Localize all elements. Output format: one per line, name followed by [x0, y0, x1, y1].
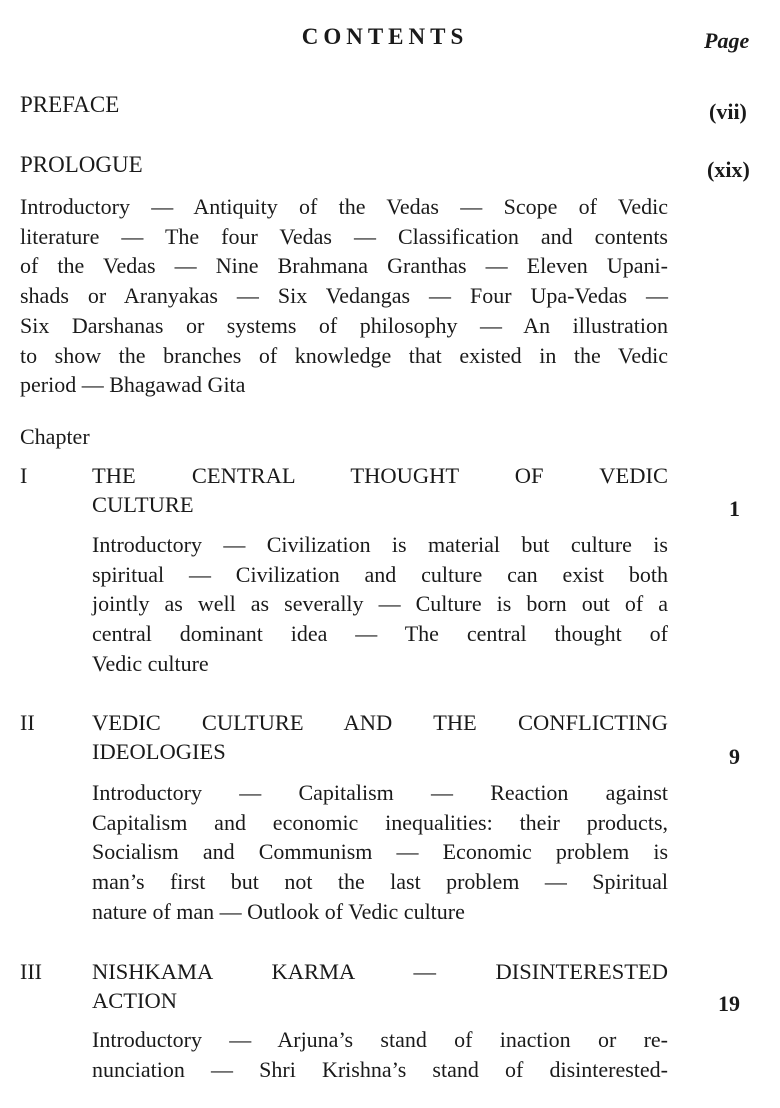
summary-line: central dominant idea — The central thought of: [92, 621, 668, 647]
summary-line: Introductory — Capitalism — Reaction against: [92, 780, 668, 805]
chapter-title-line: IDEOLOGIES: [92, 739, 226, 764]
chapter-title-line: VEDIC CULTURE AND THE CONFLICTING: [92, 710, 668, 735]
summary-line: spiritual — Civilization and culture can exist both: [92, 561, 668, 587]
chapter-page: 19: [718, 991, 740, 1016]
chapter-title-line: NISHKAMA KARMA — DISINTERESTED: [92, 959, 668, 984]
chapter-summary: [92, 530, 668, 679]
contents-title: CONTENTS: [301, 24, 469, 49]
chapter-page: 9: [729, 744, 740, 769]
summary-line: nunciation — Shri Krishna’s stand of disinterested-: [92, 1056, 668, 1082]
summary-line: Introductory — Antiquity of the Vedas — Scope of Vedic: [20, 194, 668, 219]
summary-line: Six Darshanas or systems of philosophy — An illustration: [20, 312, 668, 338]
summary-line: man’s first but not the last problem — Spiritual: [92, 869, 668, 895]
summary-line: of the Vedas — Nine Brahmana Granthas — Eleven Upani-: [20, 253, 668, 279]
chapter-title: [92, 461, 668, 519]
chapter-numeral: III: [20, 959, 42, 984]
summary-line: Vedic culture: [92, 650, 209, 676]
chapter-summary: [92, 778, 668, 927]
summary-line: Introductory — Arjuna’s stand of inaction or re-: [92, 1027, 668, 1052]
chapter-numeral: II: [20, 710, 35, 735]
summary-line: nature of man — Outlook of Vedic culture: [92, 898, 465, 924]
chapter-title: [92, 708, 668, 766]
chapter-label: Chapter: [20, 424, 90, 449]
chapter-numeral: I: [20, 463, 28, 488]
summary-line: jointly as well as severally — Culture is born out of a: [92, 591, 668, 617]
summary-line: literature — The four Vedas — Classification and contents: [20, 223, 668, 249]
summary-line: shads or Aranyakas — Six Vedangas — Four Upa-Vedas —: [20, 283, 668, 309]
chapter-title: [92, 957, 668, 1015]
prologue-summary: [20, 192, 668, 400]
summary-line: Capitalism and economic inequalities: their products,: [92, 809, 668, 835]
summary-line: Introductory — Civilization is material but culture is: [92, 532, 668, 557]
chapter-title-line: THE CENTRAL THOUGHT OF VEDIC: [92, 463, 668, 488]
chapter-summary: [92, 1025, 668, 1084]
prologue-heading: PROLOGUE: [20, 152, 143, 177]
prologue-page: (xix): [707, 157, 750, 182]
preface-heading: PREFACE: [20, 92, 120, 117]
chapter-page: 1: [729, 496, 740, 521]
preface-page: (vii): [709, 99, 747, 124]
summary-line: Socialism and Communism — Economic problem is: [92, 839, 668, 865]
summary-line: to show the branches of knowledge that existed in the Vedic: [20, 342, 668, 368]
summary-line: period — Bhagawad Gita: [20, 372, 246, 398]
page-column-header: Page: [704, 28, 750, 53]
chapter-title-line: CULTURE: [92, 492, 194, 517]
chapter-title-line: ACTION: [92, 988, 177, 1013]
